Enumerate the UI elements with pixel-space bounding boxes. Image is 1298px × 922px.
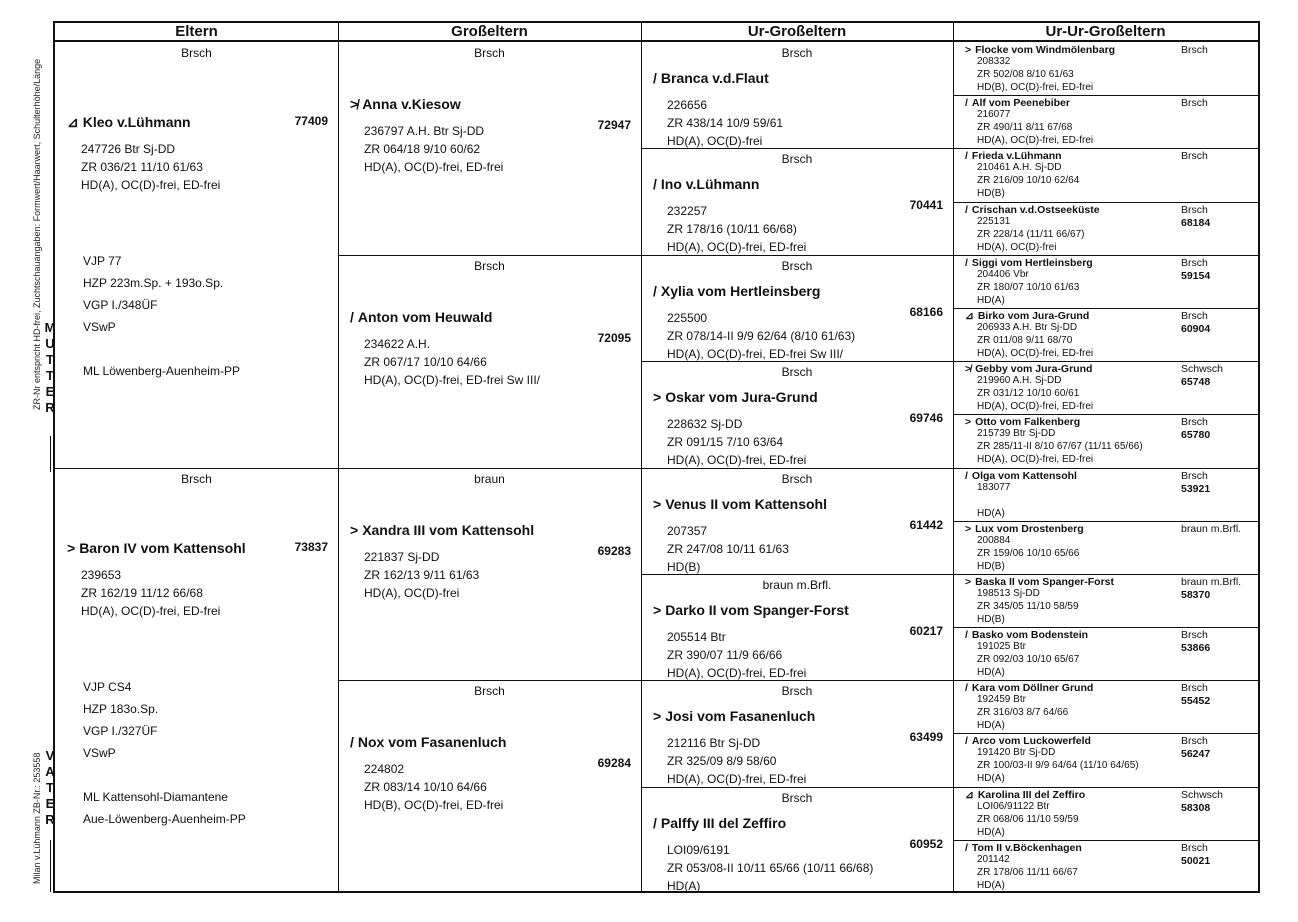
performance-line: Aue-Löwenberg-Auenheim-PP — [83, 811, 246, 826]
pedigree-table — [53, 21, 1260, 893]
pedigree-cell — [55, 42, 338, 468]
breeding-symbol: ⊿ — [67, 114, 79, 130]
coat-color: braun m.Brfl. — [762, 577, 832, 592]
dog-detail-line: HD(A) — [977, 826, 1005, 838]
dog-detail-line: 192459 Btr — [977, 694, 1026, 706]
side-note-zb: Milan v.Lühmann ZB-Nr.: 253558 — [32, 752, 42, 884]
dog-detail-line: 221837 Sj-DD — [364, 549, 440, 564]
dog-detail-line: ZR 390/07 11/9 66/66 — [667, 647, 783, 662]
dog-name-text: Oskar vom Jura-Grund — [665, 389, 818, 406]
dog-detail-line: 207357 — [667, 523, 708, 538]
dog-detail-line: ZR 502/08 8/10 61/63 — [977, 69, 1074, 80]
registration-number: 60217 — [909, 623, 943, 638]
dog-name — [965, 682, 1093, 694]
registration-number: 58370 — [1181, 588, 1211, 601]
performance-line: VGP I./327ÜF — [83, 723, 158, 738]
dog-detail-line: LOI06/91122 Btr — [977, 800, 1050, 812]
dog-detail-line: ZR 031/12 10/10 60/61 — [977, 388, 1080, 400]
dog-detail-line: HD(A), OC(D)-frei, ED-frei — [667, 665, 807, 680]
registration-number: 53921 — [1181, 482, 1211, 495]
dog-name — [965, 416, 1080, 428]
dog-name — [965, 44, 1115, 56]
coat-color: Brsch — [781, 46, 813, 60]
dog-detail-line: 200884 — [977, 534, 1011, 546]
dog-name-text: Olga vom Kattensohl — [971, 469, 1077, 482]
dog-detail-line: HD(A), OC(D)-frei — [977, 241, 1057, 253]
registration-number: 69746 — [909, 411, 943, 426]
breeding-symbol: / — [965, 735, 968, 748]
dog-detail-line: 208332 — [977, 56, 1011, 67]
pedigree-cell — [953, 787, 1258, 840]
pedigree-cell — [953, 202, 1258, 255]
dog-name-text: Lux vom Drostenberg — [975, 522, 1084, 535]
dog-detail-line: ZR 100/03-II 9/9 64/64 (11/10 64/65) — [977, 760, 1139, 772]
dog-detail-line: 204406 Vbr — [977, 268, 1029, 280]
pedigree-cell — [953, 574, 1258, 627]
dog-name — [965, 576, 1114, 588]
dog-name-text: Kara vom Döllner Grund — [971, 682, 1094, 695]
coat-color: Brsch — [474, 258, 505, 273]
dog-detail-line: HD(B), OC(D)-frei, ED-frei — [977, 82, 1094, 93]
registration-number: 72095 — [597, 330, 631, 345]
dog-detail-line: 191420 Btr Sj-DD — [977, 747, 1056, 759]
registration-number: 65780 — [1181, 429, 1211, 442]
pedigree-cell — [953, 361, 1258, 414]
registration-number: 70441 — [909, 198, 943, 213]
breeding-symbol: / — [350, 734, 354, 751]
pedigree-cell — [953, 733, 1258, 786]
dog-name — [965, 363, 1092, 375]
dog-detail-line: 239653 — [81, 567, 122, 582]
pedigree-cell — [953, 627, 1258, 680]
vater-label: V A T E R — [45, 748, 55, 827]
dog-detail-line: LOI09/6191 — [667, 842, 730, 857]
breeding-symbol: / — [653, 282, 657, 299]
dog-name — [653, 815, 786, 831]
dog-detail-line: 224802 — [364, 762, 405, 777]
performance-line: HZP 223m.Sp. + 193o.Sp. — [83, 276, 224, 290]
mutter-label: M U T T E R — [44, 320, 56, 415]
dog-name-text: Gebby vom Jura-Grund — [975, 363, 1093, 376]
dog-name-text: Xylia vom Hertleinsberg — [660, 282, 821, 299]
dog-name — [653, 708, 815, 724]
breeding-symbol: / — [965, 841, 968, 854]
dog-name-text: Crischan v.d.Ostseeküste — [971, 203, 1100, 216]
coat-color: Schwsch — [1181, 788, 1224, 801]
dog-name — [653, 496, 827, 512]
coat-color: Brsch — [181, 471, 212, 486]
coat-color: Brsch — [781, 258, 813, 273]
vater-bracket-line — [50, 840, 51, 892]
performance-line: VGP I./348ÜF — [83, 298, 158, 312]
coat-color: braun m.Brfl. — [1181, 575, 1242, 588]
dog-detail-line: HD(A) — [977, 720, 1005, 732]
registration-number: 53866 — [1181, 642, 1211, 655]
dog-name-text: Baska II vom Spanger-Forst — [975, 575, 1115, 588]
dog-name — [965, 842, 1082, 854]
dog-detail-line: HD(A), OC(D)-frei, ED-frei — [81, 178, 221, 192]
dog-detail-line: HD(A), OC(D)-frei, ED-frei — [977, 135, 1094, 147]
dog-detail-line: 232257 — [667, 204, 708, 219]
dog-detail-line: HD(A), OC(D)-frei, ED-frei — [667, 240, 807, 255]
coat-color: Brsch — [1181, 416, 1208, 429]
dog-detail-line: ZR 247/08 10/11 61/63 — [667, 541, 789, 556]
performance-line: HZP 183o.Sp. — [83, 701, 159, 716]
dog-detail-line: HD(B) — [977, 188, 1005, 200]
coat-color: Brsch — [474, 684, 505, 699]
dog-detail-line: 183077 — [977, 481, 1011, 493]
pedigree-cell — [953, 95, 1258, 148]
dog-name — [350, 734, 506, 750]
dog-detail-line: HD(A) — [977, 507, 1005, 519]
dog-detail-line: ZR 285/11-II 8/10 67/67 (11/11 65/66) — [977, 441, 1143, 453]
dog-name — [350, 309, 492, 325]
pedigree-cell — [338, 680, 641, 893]
breeding-symbol: > — [653, 495, 662, 512]
pedigree-cell — [953, 42, 1258, 95]
dog-detail-line: ZR 162/19 11/12 66/68 — [81, 585, 203, 600]
dog-detail-line: ZR 162/13 9/11 61/63 — [364, 567, 480, 582]
dog-detail-line: 225131 — [977, 215, 1011, 227]
pedigree-cell — [641, 680, 953, 786]
dog-detail-line: HD(B) — [667, 559, 701, 574]
dog-name-text: Basko vom Bodenstein — [971, 629, 1089, 642]
registration-number: 77409 — [294, 114, 328, 128]
dog-detail-line: HD(A) — [977, 294, 1005, 306]
dog-detail-line: 228632 Sj-DD — [667, 417, 743, 432]
dog-name-text: Anton vom Heuwald — [357, 308, 493, 325]
registration-number: 72947 — [597, 118, 631, 132]
dog-detail-line: ZR 064/18 9/10 60/62 — [364, 142, 481, 156]
dog-detail-line: HD(A), OC(D)-frei, ED-frei Sw III/ — [364, 372, 540, 387]
breeding-symbol: > — [653, 389, 662, 406]
registration-number: 50021 — [1181, 854, 1211, 867]
dog-detail-line: ZR 083/14 10/10 64/66 — [364, 780, 487, 795]
breeding-symbol: / — [965, 469, 968, 482]
performance-line: VSwP — [83, 320, 116, 334]
side-note-zr: ZR-Nr entspricht HD-frei, Zuchtschauangaben: Formwert/Haarwert, Schulterhöhe/Länge — [32, 58, 42, 410]
dog-name-text: Otto vom Falkenberg — [975, 416, 1081, 429]
registration-number: 59154 — [1181, 269, 1211, 282]
dog-detail-line: 205514 Btr — [667, 629, 726, 644]
dog-name-text: Arco vom Luckowerfeld — [971, 735, 1091, 748]
breeding-symbol: > — [965, 416, 972, 429]
performance-line: ML Löwenberg-Auenheim-PP — [83, 364, 240, 378]
dog-detail-line: ZR 325/09 8/9 58/60 — [667, 754, 777, 769]
dog-name — [965, 310, 1089, 322]
dog-detail-line: HD(B) — [977, 613, 1005, 625]
breeding-symbol: / — [653, 176, 657, 193]
breeding-symbol: ⊿ — [965, 788, 974, 801]
dog-name — [965, 523, 1084, 535]
dog-name — [965, 97, 1070, 109]
breeding-symbol: ⊿ — [965, 309, 974, 322]
dog-detail-line: ZR 159/06 10/10 65/66 — [977, 547, 1080, 559]
breeding-symbol: / — [965, 203, 968, 216]
dog-name — [965, 470, 1077, 482]
dog-detail-line: ZR 345/05 11/10 58/59 — [977, 600, 1079, 612]
breeding-symbol: / — [965, 629, 968, 642]
dog-name-text: Karolina III del Zeffiro — [977, 788, 1086, 801]
dog-detail-line: ZR 178/06 11/11 66/67 — [977, 866, 1078, 878]
dog-name — [965, 629, 1088, 641]
coat-color: braun — [474, 471, 505, 486]
pedigree-cell — [641, 574, 953, 680]
breeding-symbol: > — [653, 708, 662, 725]
dog-detail-line: 215739 Btr Sj-DD — [977, 428, 1056, 440]
coat-color: Brsch — [1181, 735, 1208, 748]
registration-number: 61442 — [909, 517, 943, 532]
dog-name — [350, 96, 461, 112]
registration-number: 55452 — [1181, 695, 1211, 708]
dog-name-text: Ino v.Lühmann — [660, 176, 760, 193]
coat-color: Brsch — [1181, 256, 1208, 269]
dog-name-text: Kleo v.Lühmann — [82, 114, 191, 130]
dog-detail-line: HD(A), OC(D)-frei, ED-frei — [977, 347, 1094, 359]
performance-line: VJP 77 — [83, 254, 122, 268]
coat-color: Brsch — [781, 152, 813, 167]
dog-detail-line: 225500 — [667, 310, 708, 325]
dog-name — [653, 283, 820, 299]
dog-detail-line: ZR 228/14 (11/11 66/67) — [977, 228, 1085, 240]
dog-detail-line: HD(B), OC(D)-frei, ED-frei — [364, 798, 504, 813]
dog-detail-line: ZR 078/14-II 9/9 62/64 (8/10 61/63) — [667, 328, 856, 343]
coat-color: Brsch — [1181, 309, 1208, 322]
dog-detail-line: HD(A), OC(D)-frei, ED-frei — [81, 603, 221, 618]
dog-detail-line: ZR 180/07 10/10 61/63 — [977, 281, 1080, 293]
dog-detail-line: ZR 092/03 10/10 65/67 — [977, 654, 1080, 666]
dog-detail-line: HD(A), OC(D)-frei, ED-frei — [977, 401, 1094, 413]
dog-name — [653, 602, 849, 618]
breeding-symbol: / — [965, 682, 968, 695]
coat-color: Brsch — [1181, 682, 1208, 695]
breeding-symbol: > — [67, 539, 76, 556]
dog-name-text: Xandra III vom Kattensohl — [362, 521, 535, 538]
dog-detail-line: 216077 — [977, 109, 1011, 121]
coat-color: Brsch — [1181, 44, 1208, 56]
dog-detail-line: HD(A), OC(D)-frei, ED-frei — [364, 160, 504, 174]
registration-number: 69284 — [597, 756, 631, 771]
pedigree-cell — [953, 414, 1258, 467]
breeding-symbol: > — [965, 44, 972, 56]
pedigree-cell — [338, 468, 641, 681]
dog-detail-line: 206933 A.H. Btr Sj-DD — [977, 321, 1078, 333]
dog-detail-line: 210461 A.H. Sj-DD — [977, 162, 1062, 174]
dog-detail-line: 247726 Btr Sj-DD — [81, 142, 176, 156]
dog-detail-line: ZR 036/21 11/10 61/63 — [81, 160, 203, 174]
breeding-symbol: / — [965, 256, 968, 269]
registration-number: 65748 — [1181, 376, 1211, 389]
dog-name — [653, 389, 818, 405]
dog-detail-line: HD(A) — [977, 667, 1005, 679]
dog-detail-line: HD(A), OC(D)-frei, ED-frei — [667, 772, 807, 787]
dog-detail-line: 191025 Btr — [977, 641, 1026, 653]
pedigree-cell — [641, 255, 953, 361]
registration-number: 68166 — [909, 304, 943, 319]
coat-color: braun m.Brfl. — [1181, 522, 1242, 535]
dog-detail-line: 212116 Btr Sj-DD — [667, 736, 761, 751]
dog-name — [965, 257, 1093, 269]
breeding-symbol: / — [350, 308, 354, 325]
dog-detail-line: ZR 316/03 8/7 64/66 — [977, 707, 1069, 719]
dog-name-text: Palffy III del Zeffiro — [660, 814, 787, 831]
breeding-symbol: > — [653, 601, 662, 618]
dog-name — [965, 735, 1091, 747]
pedigree-cell — [338, 42, 641, 255]
coat-color: Schwsch — [1181, 363, 1224, 376]
registration-number: 73837 — [294, 539, 328, 554]
dog-name-text: Flocke vom Windmölenbarg — [975, 44, 1116, 56]
dog-name-text: Frieda v.Lühmann — [971, 150, 1062, 163]
dog-name-text: Alf vom Peenebiber — [971, 97, 1070, 110]
coat-color: Brsch — [474, 46, 505, 60]
dog-name — [350, 522, 534, 538]
dog-detail-line: ZR 011/08 9/11 68/70 — [977, 334, 1073, 346]
pedigree-cell — [55, 468, 338, 894]
breeding-symbol: ≯ — [350, 96, 359, 112]
dog-detail-line: ZR 438/14 10/9 59/61 — [667, 116, 784, 130]
registration-number: 58308 — [1181, 801, 1211, 814]
dog-detail-line: 219960 A.H. Sj-DD — [977, 375, 1062, 387]
dog-detail-line: 201142 — [977, 853, 1010, 865]
dog-name — [965, 150, 1062, 162]
dog-detail-line: HD(A) — [977, 773, 1005, 785]
dog-name-text: Birko vom Jura-Grund — [977, 309, 1090, 322]
breeding-symbol: / — [653, 70, 657, 86]
dog-detail-line: HD(A), OC(D)-frei, ED-frei Sw III/ — [667, 346, 843, 361]
breeding-symbol: ≯ — [965, 363, 972, 376]
dog-detail-line: ZR 053/08-II 10/11 65/66 (10/11 66/68) — [667, 860, 874, 875]
pedigree-cell — [641, 42, 953, 148]
dog-detail-line: ZR 091/15 7/10 63/64 — [667, 435, 784, 450]
dog-detail-line: ZR 067/17 10/10 64/66 — [364, 354, 487, 369]
registration-number: 60952 — [909, 836, 943, 851]
coat-color: Brsch — [1181, 469, 1208, 482]
dog-detail-line: HD(A) — [667, 878, 701, 893]
pedigree-cell — [641, 787, 953, 893]
registration-number: 63499 — [909, 730, 943, 745]
coat-color: Brsch — [1181, 841, 1208, 854]
breeding-symbol: > — [965, 522, 972, 535]
dog-name-text: Josi vom Fasanenluch — [665, 708, 816, 725]
breeding-symbol: / — [653, 814, 657, 831]
pedigree-cell — [641, 148, 953, 254]
mutter-bracket-line — [50, 436, 51, 472]
coat-color: Brsch — [781, 365, 813, 380]
coat-color: Brsch — [781, 471, 813, 486]
header-ururgrosseltern: Ur-Ur-Großeltern — [953, 23, 1258, 42]
dog-detail-line: 198513 Sj-DD — [977, 587, 1040, 599]
coat-color: Brsch — [1181, 150, 1208, 163]
coat-color: Brsch — [1181, 97, 1208, 110]
registration-number: 68184 — [1181, 216, 1211, 229]
dog-detail-line: HD(A) — [977, 879, 1005, 891]
header-eltern: Eltern — [55, 23, 338, 42]
dog-name-text: Nox vom Fasanenluch — [357, 734, 507, 751]
dog-name-text: Branca v.d.Flaut — [660, 70, 769, 86]
dog-name — [67, 540, 246, 556]
pedigree-cell — [641, 361, 953, 467]
breeding-symbol: > — [350, 521, 359, 538]
dog-name-text: Tom II v.Böckenhagen — [971, 841, 1082, 854]
breeding-symbol: / — [965, 150, 968, 163]
dog-detail-line: HD(A), OC(D)-frei — [667, 134, 763, 148]
dog-detail-line: 234622 A.H. — [364, 336, 431, 351]
dog-detail-line: HD(A), OC(D)-frei, ED-frei — [667, 453, 807, 468]
registration-number: 60904 — [1181, 322, 1211, 335]
dog-detail-line: 236797 A.H. Btr Sj-DD — [364, 124, 485, 138]
dog-name-text: Darko II vom Spanger-Forst — [665, 601, 849, 618]
dog-name — [653, 176, 759, 192]
dog-name — [653, 70, 769, 86]
pedigree-cell — [953, 308, 1258, 361]
dog-name — [965, 204, 1100, 216]
performance-line: ML Kattensohl-Diamantene — [83, 789, 228, 804]
coat-color: Brsch — [781, 684, 813, 699]
dog-name-text: Baron IV vom Kattensohl — [79, 539, 246, 556]
coat-color: Brsch — [781, 790, 813, 805]
coat-color: Brsch — [1181, 629, 1208, 642]
dog-detail-line: HD(A), OC(D)-frei — [364, 585, 460, 600]
pedigree-cell — [953, 840, 1258, 893]
performance-line: VJP CS4 — [83, 679, 132, 694]
dog-name-text: Venus II vom Kattensohl — [665, 495, 828, 512]
pedigree-cell — [953, 680, 1258, 733]
performance-line: VSwP — [83, 745, 116, 760]
pedigree-cell — [953, 255, 1258, 308]
dog-name — [67, 114, 191, 131]
header-urgrosseltern: Ur-Großeltern — [641, 23, 953, 42]
pedigree-cell — [953, 148, 1258, 201]
pedigree-cell — [338, 255, 641, 468]
registration-number: 69283 — [597, 543, 631, 558]
dog-name — [965, 789, 1085, 801]
dog-detail-line: ZR 490/11 8/11 67/68 — [977, 122, 1073, 134]
header-grosseltern: Großeltern — [338, 23, 641, 42]
dog-name-text: Siggi vom Hertleinsberg — [971, 256, 1093, 269]
breeding-symbol: > — [965, 575, 972, 588]
pedigree-cell — [953, 468, 1258, 521]
dog-detail-line: ZR 068/06 11/10 59/59 — [977, 813, 1079, 825]
dog-detail-line: 226656 — [667, 98, 708, 112]
breeding-symbol: / — [965, 97, 968, 110]
coat-color: Brsch — [1181, 203, 1208, 216]
dog-detail-line: HD(A), OC(D)-frei, ED-frei — [977, 454, 1094, 466]
dog-detail-line: HD(B) — [977, 560, 1005, 572]
dog-name-text: Anna v.Kiesow — [362, 96, 461, 112]
coat-color: Brsch — [181, 46, 212, 60]
pedigree-cell — [953, 521, 1258, 574]
dog-detail-line: ZR 216/09 10/10 62/64 — [977, 175, 1080, 187]
registration-number: 56247 — [1181, 748, 1211, 761]
pedigree-cell — [641, 468, 953, 574]
dog-detail-line: ZR 178/16 (10/11 66/68) — [667, 222, 797, 237]
